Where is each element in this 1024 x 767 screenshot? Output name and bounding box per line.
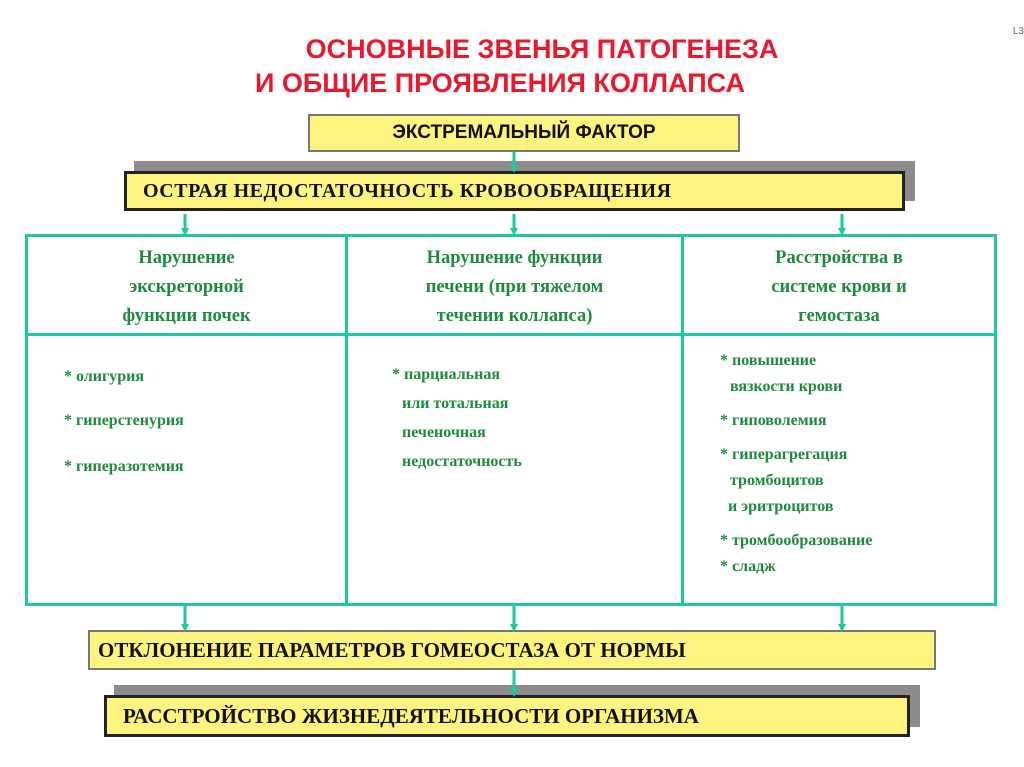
list-item: печеночная — [402, 424, 486, 441]
homeostasis-deviation-label: ОТКЛОНЕНИЕ ПАРАМЕТРОВ ГОМЕОСТАЗА ОТ НОРМЫ — [98, 637, 686, 662]
list-item: * гиповолемия — [720, 412, 827, 429]
list-item: * тромбообразование — [720, 532, 873, 549]
list-item: тромбоцитов — [730, 472, 824, 489]
column-header-line: гемостаза — [798, 306, 880, 326]
list-item: * сладж — [720, 558, 776, 575]
title-line-2: И ОБЩИЕ ПРОЯВЛЕНИЯ КОЛЛАПСА — [254, 68, 746, 98]
list-item: или тотальная — [402, 395, 509, 412]
list-item: * парциальная — [392, 366, 501, 383]
column-header-line: экскреторной — [129, 277, 244, 297]
column-header-line: печени (при тяжелом — [425, 277, 604, 297]
corner-label: L3 — [1012, 26, 1024, 37]
extreme-factor-label: ЭКСТРЕМАЛЬНЫЙ ФАКТОР — [392, 122, 656, 143]
list-item: вязкости крови — [730, 378, 843, 395]
list-item: * гиперстенурия — [64, 412, 184, 429]
acute-circulatory-failure-label: ОСТРАЯ НЕДОСТАТОЧНОСТЬ КРОВООБРАЩЕНИЯ — [143, 179, 672, 202]
vital-activity-disorder-label: РАССТРОЙСТВО ЖИЗНЕДЕЯТЕЛЬНОСТИ ОРГАНИЗМА — [123, 703, 699, 728]
list-item: * гиперазотемия — [64, 458, 184, 475]
column-header-line: системе крови и — [771, 277, 907, 297]
list-item: * повышение — [720, 352, 817, 369]
column-header-line: Нарушение — [138, 248, 235, 268]
list-item: и эритроцитов — [728, 498, 834, 515]
list-item: * олигурия — [64, 368, 145, 385]
title-line-1: ОСНОВНЫЕ ЗВЕНЬЯ ПАТОГЕНЕЗА — [305, 34, 779, 64]
column-header-line: течении коллапса) — [436, 306, 593, 326]
column-header-line: функции почек — [122, 306, 251, 326]
column-header-line: Расстройства в — [775, 248, 903, 268]
list-item: * гиперагрегация — [720, 446, 848, 463]
column-header-line: Нарушение функции — [426, 248, 603, 268]
list-item: недостаточность — [402, 453, 522, 470]
